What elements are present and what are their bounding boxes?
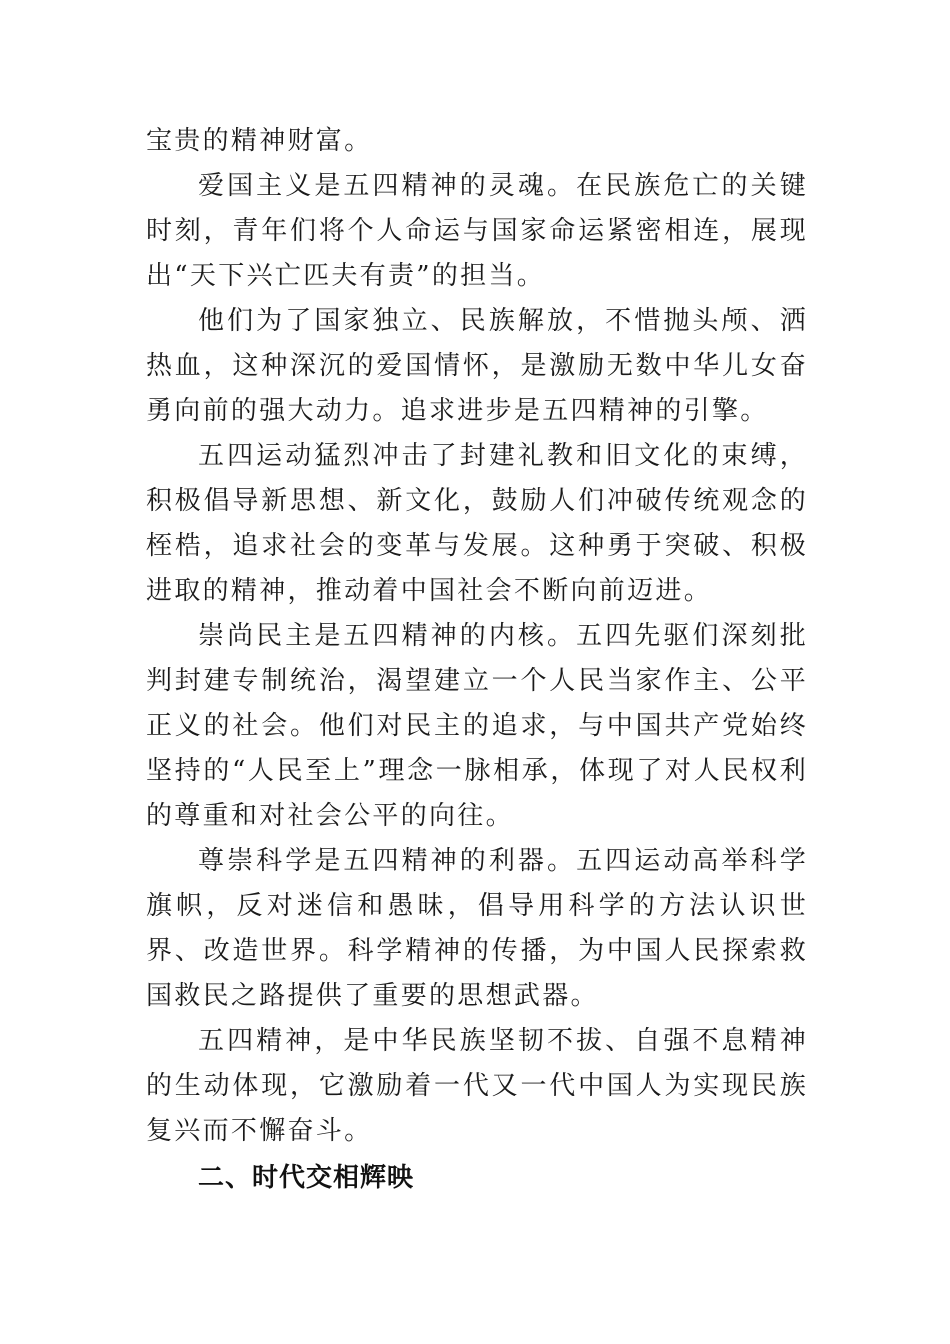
paragraph-patriotism: 爱国主义是五四精神的灵魂。在民族危亡的关键时刻，青年们将个人命运与国家命运紧密相连，展现出“天下兴亡匹夫有责”的担当。	[146, 171, 808, 291]
paragraph-summary: 五四精神，是中华民族坚韧不拔、自强不息精神的生动体现，它激励着一代又一代中国人为实现民族复兴而不懈奋斗。	[146, 1026, 808, 1146]
paragraph-progress: 五四运动猛烈冲击了封建礼教和旧文化的束缚，积极倡导新思想、新文化，鼓励人们冲破传统观念的桎梏，追求社会的变革与发展。这种勇于突破、积极进取的精神，推动着中国社会不断向前迈进。	[146, 441, 808, 606]
paragraph-democracy: 崇尚民主是五四精神的内核。五四先驱们深刻批判封建专制统治，渴望建立一个人民当家作主、公平正义的社会。他们对民主的追求，与中国共产党始终坚持的“人民至上”理念一脉相承，体现了对人民权利的尊重和对社会公平的向往。	[146, 621, 808, 831]
section-heading: 二、时代交相辉映	[198, 1163, 415, 1193]
document-body	[146, 119, 808, 1201]
paragraph-sacrifice: 他们为了国家独立、民族解放，不惜抛头颅、洒热血，这种深沉的爱国情怀，是激励无数中华儿女奋勇向前的强大动力。追求进步是五四精神的引擎。	[146, 306, 808, 426]
paragraph-science: 尊崇科学是五四精神的利器。五四运动高举科学旗帜，反对迷信和愚昧，倡导用科学的方法认识世界、改造世界。科学精神的传播，为中国人民探索救国救民之路提供了重要的思想武器。	[146, 846, 808, 1011]
paragraph-continuation: 宝贵的精神财富。	[146, 126, 373, 156]
